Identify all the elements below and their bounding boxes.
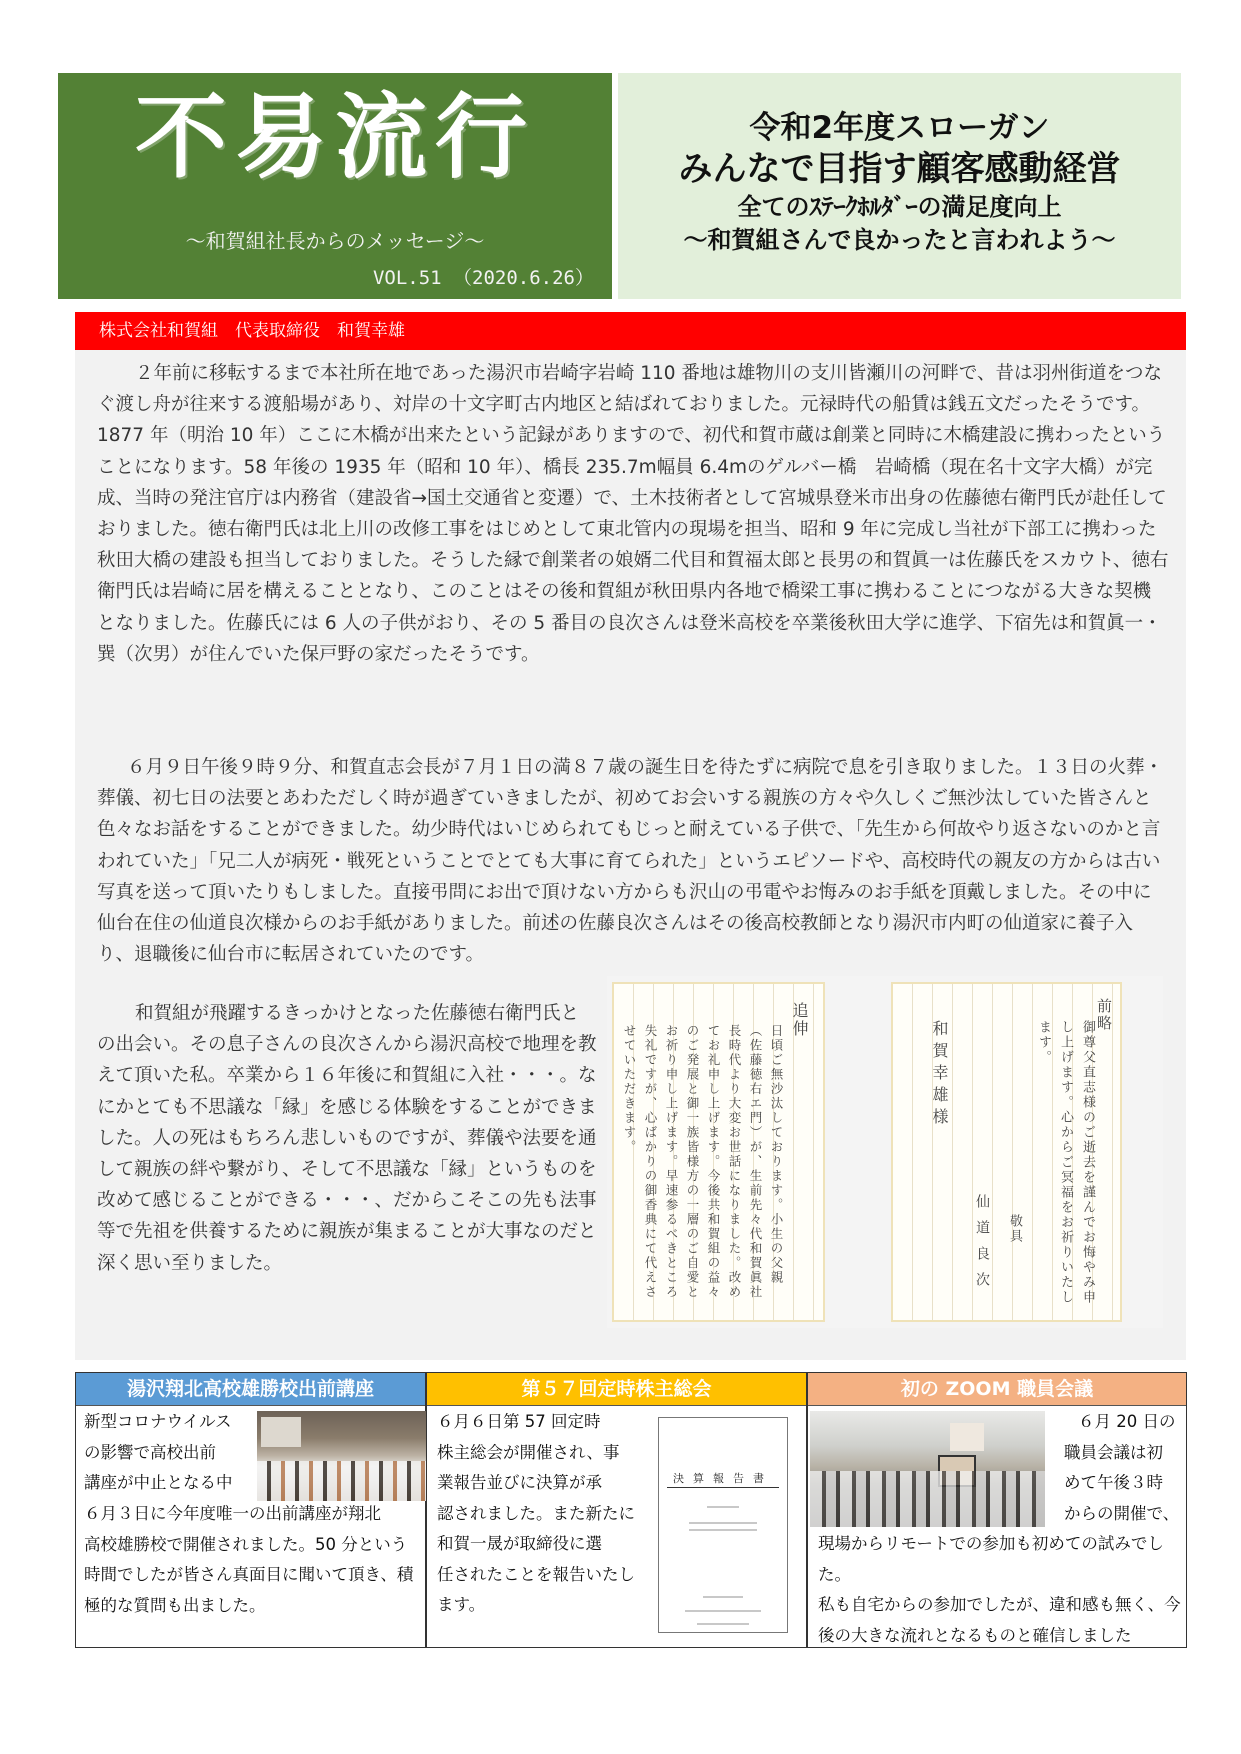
article-paragraph	[97, 358, 1169, 670]
text-line: ６月３日に今年度唯一の出前講座が翔北	[84, 1504, 381, 1523]
text-line: めて午後３時	[1064, 1473, 1163, 1492]
volume-date: VOL.51 （2020.6.26）	[372, 267, 594, 289]
paragraph-text: ２年前に移転するまで本社所在地であった湯沢市岩崎字岩崎 110 番地は雄物川の支川皆瀬川の河畔で、昔は羽州街道をつなぐ渡し舟が往来する渡船場があり、対岸の十文字町古内地区と結ばれておりました。元禄時代の船賃は銭五文だったそうです。1877 年（明治 10 年）ここに木橋が出来たという記録がありますので、初代和賀市蔵は創業と同時に木橋建設に携わったということになります。58 年後の 1935 年（昭和 10 年）、橋長 235.7m幅員 6.4mのゲルバー橋 岩崎橋（現在名十文字大橋）が完成、当時の発注官庁は内務省（建設省→国土交通省と変遷）で、土木技術者として宮城県登米市出身の佐藤徳右衛門氏が赴任しておりました。徳右衛門氏は北上川の改修工事をはじめとして東北管内の現場を担当、昭和 9 年に完成し当社が下部工に携わった秋田大橋の建設も担当しておりました。そうした縁で創業者の娘婿二代目和賀福太郎と長男の和賀眞一は佐藤氏をスカウト、徳右衛門氏は岩崎に居を構えることとなり、このことはその後和賀組が秋田県内各地で橋梁工事に携わることにつながる大きな契機となりました。佐藤氏には 6 人の子供がおり、その 5 番目の良次さんは登米高校を卒業後秋田大学に進学、下宿先は和賀眞一・巽（次男）が住んでいた保戸野の家だったそうです。	[97, 363, 1169, 665]
report-line	[689, 1522, 757, 1524]
paragraph-text: ６月９日午後９時９分、和賀直志会長が７月１日の満８７歳の誕生日を待たずに病院で息を引き取りました。１３日の火葬・葬儀、初七日の法要とあわただしく時が過ぎていきましたが、初めてお会いする親族の方々や久しくご無沙汰していた皆さんと色々なお話をすることができました。幼少時代はいじめられてもじっと耐えている子供で、「先生から何故やり返さないのかと言われていた」「兄二人が病死・戦死ということでとても大事に育てられた」というエピソードや、高校時代の親友の方からは古い写真を送って頂いたりもしました。直接弔問にお出で頂けない方からも沢山の弔電やお悔みのお手紙を頂戴しました。その中に仙台在住の仙道良次様からのお手紙がありました。前述の佐藤良次さんはその後高校教師となり湯沢市内町の仙道家に養子入り、退職後に仙台市に転居されていたのです。	[97, 757, 1164, 966]
box-title: 湯沢翔北高校雄勝校出前講座	[76, 1373, 425, 1406]
news-box-shareholders	[426, 1372, 807, 1648]
students	[257, 1461, 427, 1501]
report-title: 決算報告書	[667, 1470, 779, 1488]
box-text-below	[84, 1499, 413, 1621]
newsletter-subtitle: ～和賀組社長からのメッセージ～	[185, 229, 485, 253]
masthead	[58, 73, 612, 299]
letter-heading: 追伸	[790, 1002, 809, 1038]
newsletter-title: 不易流行	[134, 83, 535, 191]
letter-sheet-postscript	[612, 982, 825, 1322]
text-line: 任されたことを報告いたし	[437, 1564, 635, 1584]
attendees	[810, 1471, 1045, 1527]
text-line: 認されました。また新たに	[437, 1503, 635, 1523]
text-line: 後の大きな流れとなるものと確信しました	[818, 1625, 1132, 1645]
news-box-zoom-meeting	[807, 1372, 1187, 1648]
text-line: 職員会議は初	[1064, 1442, 1163, 1462]
author-bar: 株式会社和賀組 代表取締役 和賀幸雄	[75, 312, 1186, 350]
financial-report-thumbnail	[658, 1417, 788, 1633]
slogan-sub: 全てのｽﾃｰｸﾎﾙﾀﾞｰの満足度向上	[737, 193, 1062, 221]
text-line: 時間でしたが皆さん真面目に聞いて頂き、積	[84, 1565, 414, 1584]
text-line: 新型コロナウイルス	[84, 1412, 232, 1431]
box-title: 第５７回定時株主総会	[427, 1373, 806, 1406]
condolence-letter-photo	[607, 976, 1163, 1328]
paragraph-text: 和賀組が飛躍するきっかけとなった佐藤徳右衛門氏との出会い。その息子さんの良次さんから湯沢高校で地理を教えて頂いた私。卒業から１６年後に和賀組に入社・・・。なにかとても不思議な「縁」を感じる体験をすることができました。人の死はもちろん悲しいものですが、葬儀や法要を通して親族の絆や繋がり、そして不思議な「縁」というものを改めて感じることができる・・・、だからこそこの先も法事等で先祖を供養するために親族が集まることが大事なのだと深く思い至りました。	[97, 1003, 597, 1274]
box-text-below	[818, 1529, 1186, 1651]
report-line	[707, 1506, 739, 1508]
box-text-beside-photo	[84, 1407, 233, 1499]
text-line: ６月 20 日の	[1078, 1412, 1176, 1431]
article-paragraph	[97, 998, 597, 1279]
text-line: 株主総会が開催され、事	[437, 1442, 620, 1462]
text-line: からの開催で、	[1064, 1503, 1180, 1523]
slogan-main: みんなで目指す顧客感動経営	[678, 149, 1121, 189]
letter-text: 日頃ご無沙汰しております。小生の父親（佐藤徳右エ門）が、生前先々代和賀眞社長時代より大変お世話になりました。改めてお礼申し上げます。今後共和賀組の益々のご発展と御一族皆様方の一層のご自愛とお祈り申し上げます。早速参るべきところ失礼ですが、心ばかりの御香典にて代えさせていただきます。	[622, 1024, 784, 1300]
slogan-motto: ～和賀組さんで良かったと言われよう～	[683, 226, 1116, 254]
text-line: 業報告並びに決算が承	[437, 1473, 602, 1492]
text-line: 高校雄勝校で開催されました。50 分という	[84, 1534, 408, 1554]
text-line: ６月６日第 57 回定時	[437, 1412, 601, 1431]
report-line	[703, 1596, 743, 1598]
report-line	[697, 1623, 749, 1625]
letter-addressee: 和賀幸雄様	[930, 1020, 949, 1130]
zoom-meeting-photo	[810, 1411, 1045, 1527]
letter-text: 御尊父直志様のご逝去を謹んでお悔やみ申し上げます。心からご冥福をお祈りいたします。	[1036, 1020, 1095, 1305]
letter-closing: 敬具	[1007, 1214, 1022, 1244]
text-line: の影響で高校出前	[84, 1442, 216, 1462]
slogan-heading: 令和2年度スローガン	[749, 110, 1050, 146]
text-line: 講座が中止となる中	[84, 1473, 233, 1492]
news-box-lecture	[75, 1372, 426, 1648]
letter-sender: 仙道良次	[974, 1194, 990, 1298]
projector-screen	[950, 1423, 984, 1451]
letter-sheet-main	[891, 982, 1122, 1322]
box-title: 初の ZOOM 職員会議	[808, 1373, 1186, 1406]
article-paragraph	[97, 752, 1169, 970]
report-line	[685, 1610, 761, 1612]
text-line: ます。	[437, 1595, 486, 1614]
text-line: 和賀一晟が取締役に選	[437, 1534, 602, 1553]
projector-screen	[261, 1417, 301, 1447]
text-line: 極的な質問も出ました。	[84, 1595, 266, 1615]
box-text-beside-photo	[1064, 1407, 1179, 1529]
letter-heading: 前略	[1095, 998, 1113, 1032]
text-line: 私も自宅からの参加でしたが、違和感も無く、今	[818, 1595, 1181, 1614]
lecture-photo	[257, 1411, 427, 1501]
report-line	[689, 1529, 757, 1531]
text-line: 現場からリモートでの参加も初めての試みでした。	[818, 1534, 1164, 1584]
box-text	[437, 1407, 635, 1621]
slogan-box	[618, 73, 1181, 299]
